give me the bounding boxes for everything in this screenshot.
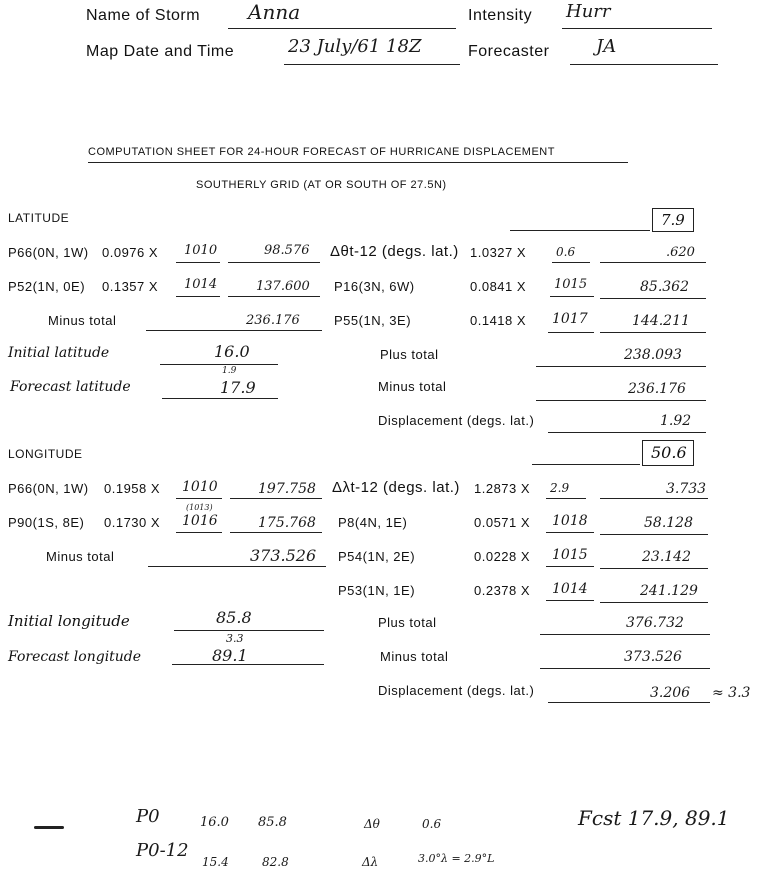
lon-right2-product: 23.142 [642,549,691,565]
lat-delta-coef: 1.0327 X [470,245,527,260]
map-date-label: Map Date and Time [86,43,235,60]
lon-initial-value: 85.8 [216,608,252,627]
lon-right1-pressure-line [546,532,594,533]
lat-delta-label: Δθt-12 (degs. lat.) [330,243,459,260]
lat-minus-total2-label: Minus total [378,379,447,394]
storm-name-value: Anna [248,0,301,24]
lat-row2-product: 137.600 [256,279,310,294]
lon-row2-pressure-line [176,532,222,533]
lon-right2-label: P54(1N, 2E) [338,549,416,564]
lat-right1-product-line [600,298,706,299]
lat-initial-value: 16.0 [214,342,250,361]
lat-right1-product: 85.362 [640,279,689,295]
sheet-title: COMPUTATION SHEET FOR 24-HOUR FORECAST OF HURRICANE DISPLACEMENT [88,146,555,158]
lat-right1-coef: 0.0841 X [470,279,527,294]
lat-row2-pressure-line [176,296,220,297]
lat-minus-total-value: 236.176 [246,313,300,328]
lon-right1-product-line [600,534,708,535]
lon-plus-total-line [540,634,710,635]
lat-right1-pressure: 1015 [554,277,588,292]
lon-delta-coef: 1.2873 X [474,481,531,496]
lon-right1-coef: 0.0571 X [474,515,531,530]
lon-minus-total2-value: 373.526 [624,649,682,665]
lat-delta-product: .620 [666,245,695,260]
lat-row2-coef: 0.1357 X [102,279,159,294]
lat-right1-pressure-line [550,296,594,297]
note-dlambda-label: Δλ [362,855,379,869]
lat-row2-label: P52(1N, 0E) [8,279,86,294]
lon-row1-product: 197.758 [258,481,316,497]
lat-minus-total2-line [536,400,706,401]
lon-row2-label: P90(1S, 8E) [8,515,85,530]
longitude-heading: LONGITUDE [8,447,83,461]
latitude-heading: LATITUDE [8,211,70,225]
lat-row1-pressure: 1010 [184,243,218,258]
storm-name-label: Name of Storm [86,7,201,24]
pen-stroke-mark [34,826,64,829]
lon-right1-pressure: 1018 [552,513,588,529]
lon-right3-pressure-line [546,600,594,601]
note-p0-lat: 16.0 [200,815,229,830]
map-date-line [284,64,460,65]
lat-minus-total-label: Minus total [48,313,117,328]
lon-right1-label: P8(4N, 1E) [338,515,408,530]
lat-plus-total-line [536,366,706,367]
lat-forecast-label: Forecast latitude [10,379,131,395]
lat-minus-total-line [146,330,322,331]
lon-row2-product-line [230,532,322,533]
lat-forecast-line [162,398,278,399]
note-p012-lon: 82.8 [262,855,289,869]
forecaster-value: JA [596,36,617,57]
lon-right2-product-line [600,568,708,569]
forecaster-line [570,64,718,65]
lon-row1-coef: 0.1958 X [104,481,161,496]
lon-initial-note: 3.3 [226,632,244,645]
lon-box-line [532,464,640,465]
lon-minus-total-value: 373.526 [250,546,317,565]
lat-right2-product-line [600,332,706,333]
lon-right3-pressure: 1014 [552,581,588,597]
lon-row2-coef: 0.1730 X [104,515,161,530]
lat-right2-product: 144.211 [632,313,690,329]
sheet-subtitle: SOUTHERLY GRID (AT OR SOUTH OF 27.5N) [196,179,447,191]
lat-right2-label: P55(1N, 3E) [334,313,412,328]
lon-row1-pressure: 1010 [182,479,218,495]
lat-row2-product-line [228,296,320,297]
note-dtheta-label: Δθ [364,817,380,831]
lon-row1-pressure-line [176,498,222,499]
lon-plus-total-value: 376.732 [626,615,684,631]
lat-displacement-value: 1.92 [660,413,692,429]
note-p012-label: P0-12 [136,840,189,861]
lon-minus-total2-label: Minus total [380,649,449,664]
lon-row1-product-line [230,498,322,499]
note-p012-lat: 15.4 [202,855,229,869]
lat-delta-product-line [600,262,706,263]
lon-right2-coef: 0.0228 X [474,549,531,564]
lon-delta-label: Δλt-12 (degs. lat.) [332,479,460,496]
lat-displacement-label: Displacement (degs. lat.) [378,413,535,428]
lat-row2-pressure: 1014 [184,277,218,292]
lon-minus-total-line [148,566,326,567]
lon-initial-line [174,630,324,631]
lon-initial-label: Initial longitude [8,612,130,630]
lat-forecast-value: 17.9 [220,378,256,397]
lat-row1-product-line [228,262,320,263]
map-date-value: 23 July/61 18Z [288,36,422,57]
lon-box [642,440,694,466]
lat-initial-line [160,364,278,365]
lon-displacement-label: Displacement (degs. lat.) [378,683,535,698]
lon-row1-label: P66(0N, 1W) [8,481,89,496]
lat-right2-pressure-line [548,332,594,333]
lat-row1-coef: 0.0976 X [102,245,159,260]
note-dlambda-value: 3.0°λ = 2.9°L [418,852,495,865]
note-dtheta-value: 0.6 [422,817,442,831]
title-underline [88,162,628,163]
lat-initial-note: 1.9 [222,366,237,376]
lon-delta-product-line [600,498,708,499]
storm-name-line [228,28,456,29]
lat-delta-input-line [552,262,590,263]
lat-plus-total-value: 238.093 [624,347,682,363]
lon-right3-coef: 0.2378 X [474,583,531,598]
lon-delta-input: 2.9 [550,481,570,495]
lat-initial-label: Initial latitude [8,345,110,361]
lat-plus-total-label: Plus total [380,347,439,362]
lon-right3-product-line [600,602,708,603]
lon-right1-product: 58.128 [644,515,693,531]
note-fcst: Fcst 17.9, 89.1 [578,806,730,830]
lat-row1-product: 98.576 [264,243,310,258]
lat-box-value: 7.9 [661,211,685,229]
lon-row2-pressure: 1016 [182,513,218,529]
intensity-line [562,28,712,29]
lon-plus-total-label: Plus total [378,615,437,630]
lat-minus-total2-value: 236.176 [628,381,686,397]
lat-right2-pressure: 1017 [552,311,588,327]
lon-delta-product: 3.733 [666,481,707,497]
lon-row2-product: 175.768 [258,515,316,531]
note-p0-label: P0 [136,806,160,827]
lon-right3-product: 241.129 [640,583,698,599]
lon-row2-note: (1013) [186,503,213,512]
intensity-value: Hurr [566,1,611,22]
lon-displacement-line [548,702,710,703]
note-p0-lon: 85.8 [258,815,287,830]
lon-minus-total2-line [540,668,710,669]
lat-row1-label: P66(0N, 1W) [8,245,89,260]
lon-delta-input-line [546,498,586,499]
lat-right2-coef: 0.1418 X [470,313,527,328]
lon-displacement-extra: ≈ 3.3 [712,685,751,701]
lon-right2-pressure: 1015 [552,547,588,563]
lat-right1-label: P16(3N, 6W) [334,279,415,294]
intensity-label: Intensity [468,7,533,24]
lat-box-line [510,230,650,231]
lon-box-value: 50.6 [651,443,687,462]
lat-box [652,208,694,232]
forecaster-label: Forecaster [468,43,550,60]
lat-displacement-line [548,432,706,433]
lon-forecast-line [172,664,324,665]
lon-minus-total-label: Minus total [46,549,115,564]
lon-forecast-label: Forecast longitude [8,649,142,665]
lon-displacement-value: 3.206 [650,685,691,701]
lat-row1-pressure-line [176,262,220,263]
lon-right3-label: P53(1N, 1E) [338,583,416,598]
lon-right2-pressure-line [546,566,594,567]
lat-delta-input: 0.6 [556,245,576,259]
lon-forecast-value: 89.1 [212,646,248,665]
